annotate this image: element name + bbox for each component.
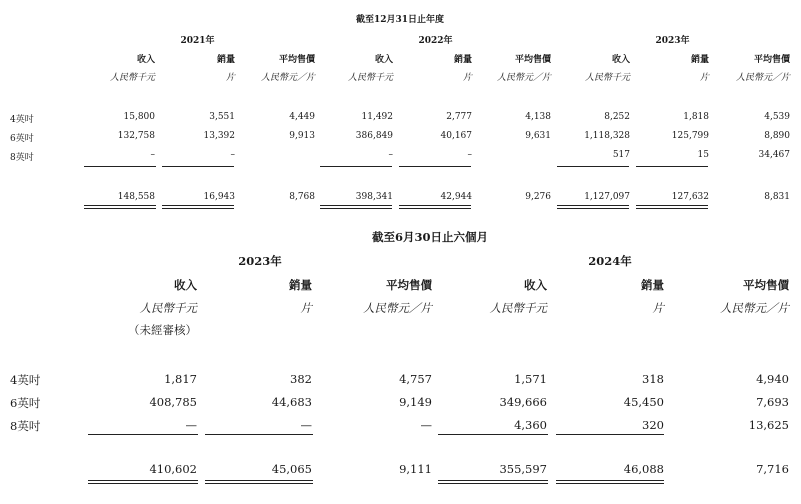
- cell: 8,252: [604, 112, 630, 122]
- cell: —: [185, 418, 197, 432]
- t1-unit-asp-2022: 人民幣元／片: [496, 73, 551, 83]
- total-cell: 42,944: [440, 192, 472, 202]
- cell: 4,940: [756, 372, 789, 386]
- underline: [84, 166, 156, 167]
- underline: [557, 166, 629, 167]
- t1-col-volume-2021: 銷量: [216, 55, 235, 65]
- t1-unit-revenue-2021: 人民幣千元: [109, 73, 155, 83]
- total-cell: 9,111: [399, 462, 432, 476]
- underline: [636, 166, 708, 167]
- cell: 349,666: [499, 395, 547, 409]
- cell: 9,149: [399, 395, 432, 409]
- t1-unit-revenue-2023: 人民幣千元: [584, 73, 630, 83]
- cell: 2,777: [446, 112, 472, 122]
- t1-unit-revenue-2022: 人民幣千元: [347, 73, 393, 83]
- t1-col-asp-2023: 平均售價: [753, 55, 790, 65]
- cell: 1,571: [514, 372, 547, 386]
- double-underline: [205, 480, 313, 484]
- cell: 11,492: [361, 112, 393, 122]
- cell: 4,539: [764, 112, 790, 122]
- double-underline: [636, 205, 708, 209]
- interim-sales-table: [0, 225, 801, 504]
- total-cell: 355,597: [499, 462, 547, 476]
- t1-col-asp-2022: 平均售價: [514, 55, 551, 65]
- t2-col-asp-2024: 平均售價: [743, 278, 789, 292]
- cell: 13,392: [203, 131, 235, 141]
- cell: —: [420, 418, 432, 432]
- cell: 9,631: [525, 131, 551, 141]
- t1-unit-volume-2022: 片: [462, 73, 472, 83]
- cell: 318: [642, 372, 664, 386]
- row-label: 8英吋: [10, 419, 41, 433]
- double-underline: [557, 205, 629, 209]
- total-cell: 8,831: [764, 192, 790, 202]
- underline: [162, 166, 234, 167]
- cell: 125,799: [671, 131, 709, 141]
- total-cell: 127,632: [671, 192, 709, 202]
- double-underline: [84, 205, 156, 209]
- total-cell: 148,558: [117, 192, 155, 202]
- cell: —: [300, 418, 312, 432]
- cell: 382: [290, 372, 312, 386]
- underline: [438, 434, 548, 435]
- row-label: 4英吋: [10, 373, 41, 387]
- cell: 4,360: [514, 418, 547, 432]
- t2-col-revenue-2023: 收入: [174, 278, 197, 292]
- total-cell: 16,943: [203, 192, 235, 202]
- cell: 15,800: [123, 112, 155, 122]
- cell: 1,118,328: [584, 131, 630, 141]
- cell: –: [150, 150, 155, 160]
- t1-col-volume-2023: 銷量: [690, 55, 709, 65]
- double-underline: [399, 205, 471, 209]
- annual-sales-table: [0, 0, 801, 215]
- cell: 7,693: [756, 395, 789, 409]
- table2-year-2024: 2024年: [588, 254, 632, 268]
- cell: –: [388, 150, 393, 160]
- cell: 408,785: [149, 395, 197, 409]
- cell: 34,467: [758, 150, 790, 160]
- t2-col-volume-2024: 銷量: [641, 278, 664, 292]
- cell: 386,849: [355, 131, 393, 141]
- double-underline: [320, 205, 392, 209]
- double-underline: [88, 480, 198, 484]
- total-cell: 46,088: [623, 462, 664, 476]
- t2-unit-asp-2024: 人民幣元／片: [720, 301, 789, 315]
- total-cell: 7,716: [756, 462, 789, 476]
- cell: –: [230, 150, 235, 160]
- t1-col-revenue-2021: 收入: [136, 55, 155, 65]
- cell: 15: [697, 150, 709, 160]
- table2-year-2023: 2023年: [238, 254, 282, 268]
- cell: 44,683: [271, 395, 312, 409]
- row-label: 8英吋: [10, 153, 34, 163]
- t1-col-asp-2021: 平均售價: [278, 55, 315, 65]
- t1-col-volume-2022: 銷量: [453, 55, 472, 65]
- cell: 4,138: [525, 112, 551, 122]
- t2-unaudited-note: （未經審核）: [128, 323, 197, 337]
- cell: 132,758: [117, 131, 155, 141]
- cell: 1,817: [164, 372, 197, 386]
- t2-col-volume-2023: 銷量: [289, 278, 312, 292]
- row-label: 6英吋: [10, 396, 41, 410]
- double-underline: [438, 480, 548, 484]
- underline: [320, 166, 392, 167]
- double-underline: [556, 480, 664, 484]
- t1-unit-asp-2021: 人民幣元／片: [260, 73, 315, 83]
- t2-col-revenue-2024: 收入: [524, 278, 547, 292]
- cell: 13,625: [748, 418, 789, 432]
- t2-unit-asp-2023: 人民幣元／片: [363, 301, 432, 315]
- cell: 4,757: [399, 372, 432, 386]
- table1-year-2021: 2021年: [180, 36, 215, 46]
- row-label: 6英吋: [10, 134, 34, 144]
- row-label: 4英吋: [10, 115, 34, 125]
- cell: 3,551: [209, 112, 235, 122]
- t2-unit-volume-2023: 片: [300, 301, 312, 315]
- t2-col-asp-2023: 平均售價: [386, 278, 432, 292]
- underline: [205, 434, 313, 435]
- underline: [556, 434, 664, 435]
- cell: 8,890: [764, 131, 790, 141]
- total-cell: 1,127,097: [584, 192, 630, 202]
- t1-unit-volume-2023: 片: [699, 73, 709, 83]
- t2-unit-revenue-2024: 人民幣千元: [489, 301, 547, 315]
- underline: [399, 166, 471, 167]
- cell: 517: [612, 150, 630, 160]
- table1-year-2022: 2022年: [418, 36, 453, 46]
- total-cell: 410,602: [149, 462, 197, 476]
- t1-col-revenue-2023: 收入: [611, 55, 630, 65]
- table1-year-2023: 2023年: [655, 36, 690, 46]
- total-cell: 398,341: [355, 192, 393, 202]
- cell: 1,818: [683, 112, 709, 122]
- t1-col-revenue-2022: 收入: [374, 55, 393, 65]
- total-cell: 9,276: [525, 192, 551, 202]
- table1-period-heading: 截至12月31日止年度: [355, 15, 445, 25]
- cell: –: [467, 150, 472, 160]
- cell: 40,167: [440, 131, 472, 141]
- t2-unit-volume-2024: 片: [652, 301, 664, 315]
- double-underline: [162, 205, 234, 209]
- table2-period-heading: 截至6月30日止六個月: [371, 230, 488, 244]
- t1-unit-asp-2023: 人民幣元／片: [735, 73, 790, 83]
- underline: [88, 434, 198, 435]
- cell: 4,449: [289, 112, 315, 122]
- t2-unit-revenue-2023: 人民幣千元: [139, 301, 197, 315]
- cell: 9,913: [289, 131, 315, 141]
- cell: 45,450: [623, 395, 664, 409]
- total-cell: 8,768: [289, 192, 315, 202]
- total-cell: 45,065: [271, 462, 312, 476]
- cell: 320: [642, 418, 664, 432]
- t1-unit-volume-2021: 片: [225, 73, 235, 83]
